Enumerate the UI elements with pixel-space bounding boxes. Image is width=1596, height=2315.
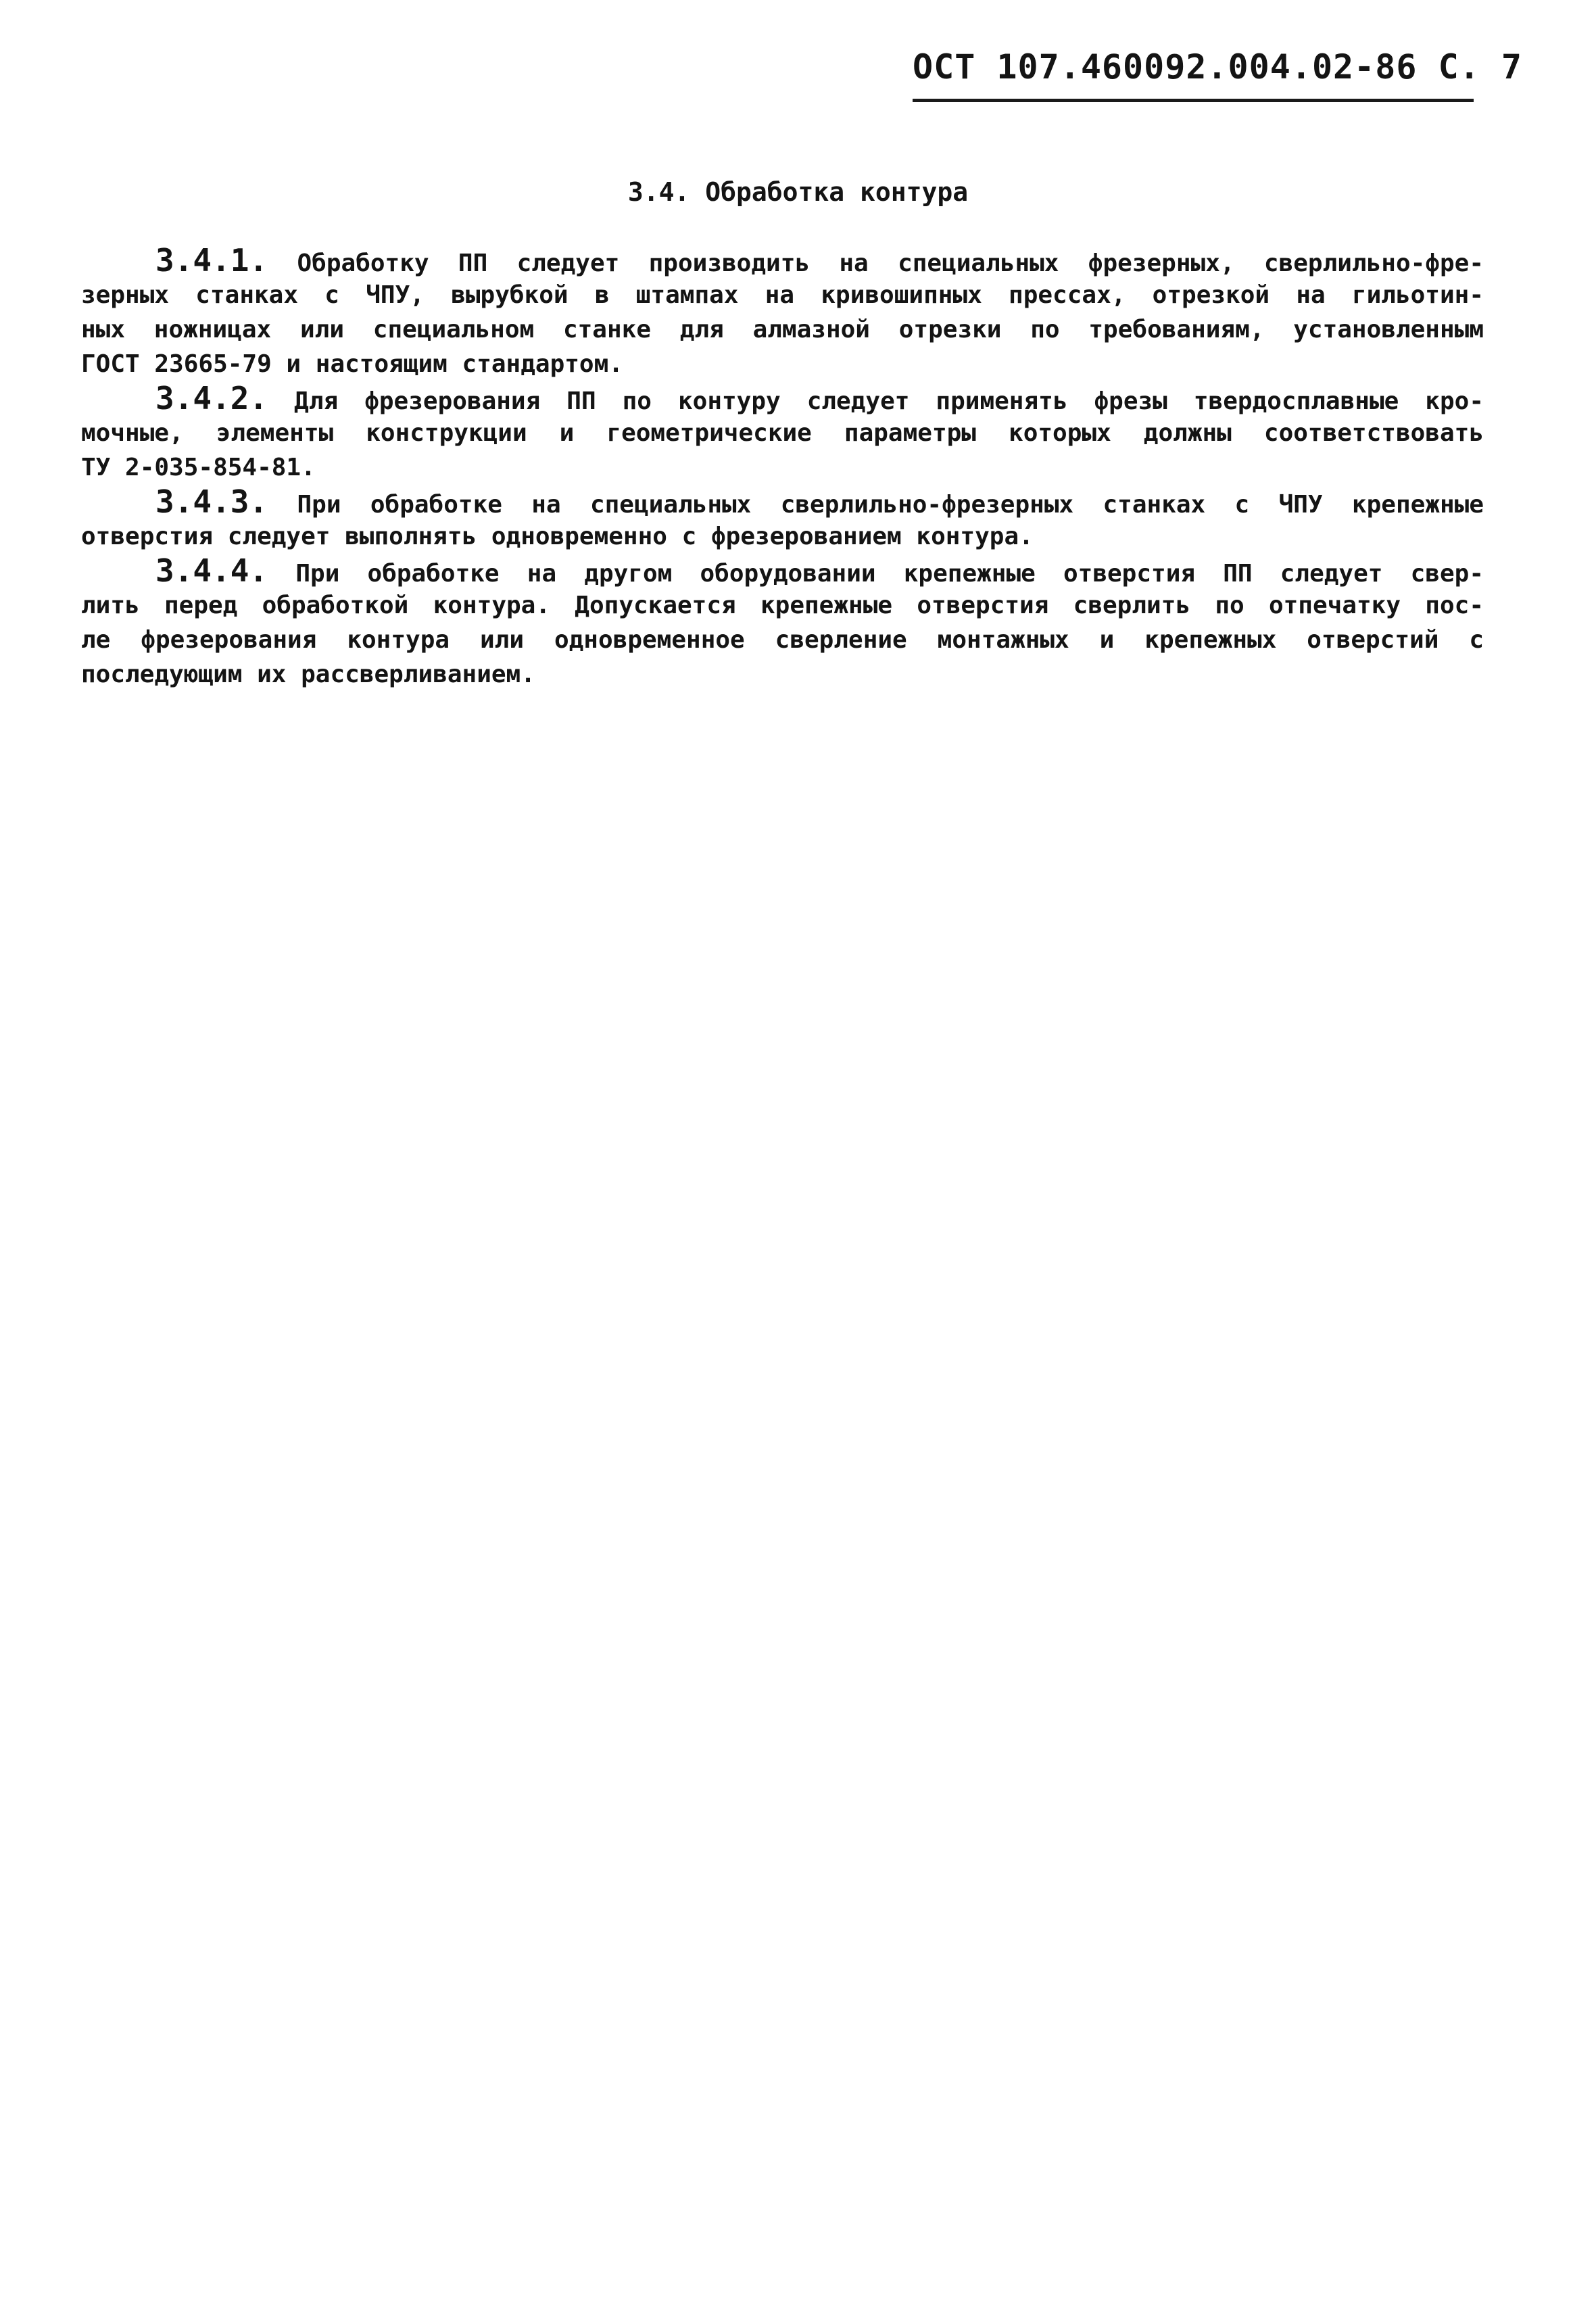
document-code-header: ОСТ 107.460092.004.02-86 С. 7: [913, 47, 1522, 87]
paragraph-3-4-4-line-2: лить перед обработкой контура. Допускается крепежные отверстия сверлить по отпечатку пос-: [81, 592, 1484, 619]
section-title: 3.4. Обработка контура: [627, 177, 969, 207]
paragraph-3-4-4-line-1: 3.4.4. При обработке на другом оборудовании крепежные отверстия ПП следует свер-: [155, 552, 1484, 589]
paragraph-3-4-2-line-2: мочные, элементы конструкции и геометрические параметры которых должны соответствовать: [81, 419, 1484, 447]
paragraph-3-4-3-line-1: 3.4.3. При обработке на специальных сверлильно-фрезерных станках с ЧПУ крепежные: [155, 483, 1484, 520]
paragraph-3-4-1-line-4: ГОСТ 23665-79 и настоящим стандартом.: [81, 350, 623, 378]
body-text: [81, 243, 1484, 692]
paragraph-3-4-2-line-3: ТУ 2-035-854-81.: [81, 454, 316, 481]
paragraph-3-4-4-line-3: ле фрезерования контура или одновременное сверление монтажных и крепежных отверстий с: [81, 626, 1484, 654]
paragraph-3-4-1-line-2: зерных станках с ЧПУ, вырубкой в штампах на кривошипных прессах, отрезкой на гильотин-: [81, 281, 1484, 309]
paragraph-3-4-3-line-2: отверстия следует выполнять одновременно с фрезерованием контура.: [81, 523, 1034, 550]
clause-number-3-4-4: 3.4.4.: [155, 552, 268, 589]
paragraph-3-4-1-line-1: 3.4.1. Обработку ПП следует производить на специальных фрезерных, сверлильно-фре-: [155, 242, 1484, 279]
clause-number-3-4-1: 3.4.1.: [155, 242, 268, 279]
clause-number-3-4-3: 3.4.3.: [155, 483, 268, 520]
header-rule: [913, 99, 1474, 102]
clause-number-3-4-2: 3.4.2.: [155, 380, 268, 416]
paragraph-3-4-2-line-1: 3.4.2. Для фрезерования ПП по контуру следует применять фрезы твердосплавные кро-: [155, 380, 1484, 416]
paragraph-3-4-4-line-4: последующим их рассверливанием.: [81, 661, 535, 688]
paragraph-3-4-1-line-3: ных ножницах или специальном станке для алмазной отрезки по требованиям, установленным: [81, 316, 1484, 343]
